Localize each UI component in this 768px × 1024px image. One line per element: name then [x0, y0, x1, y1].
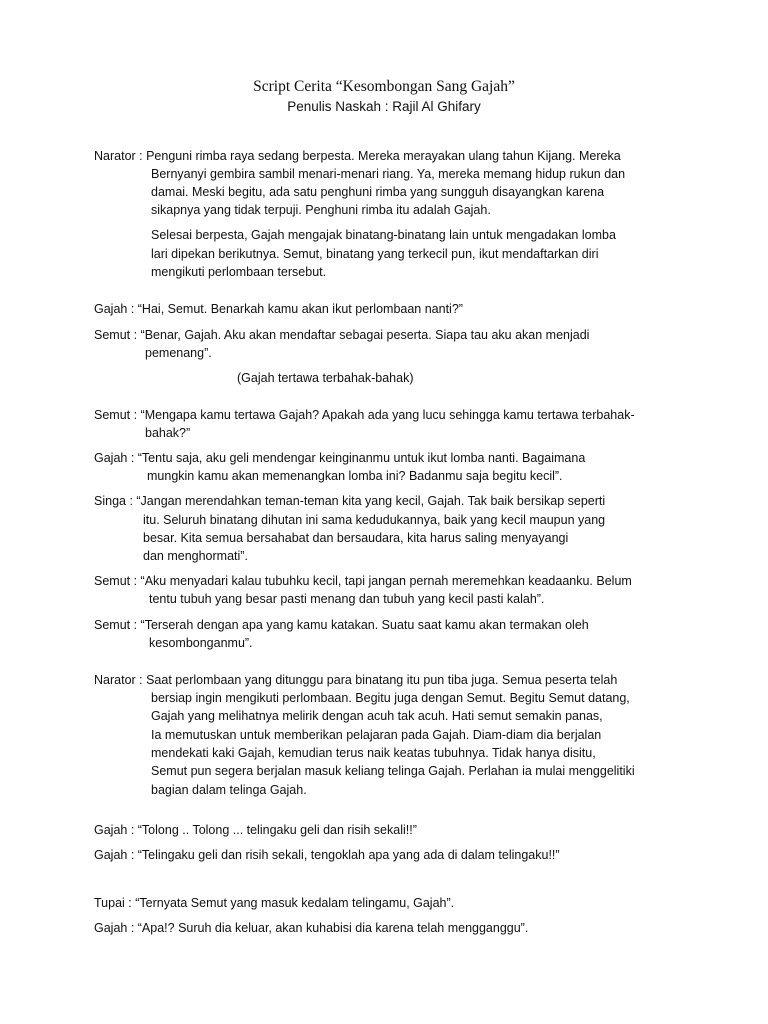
script-line: dan menghormati”. [143, 549, 248, 563]
script-line: Tupai : “Ternyata Semut yang masuk kedalam telingamu, Gajah”. [94, 896, 455, 910]
script-line: itu. Seluruh binatang dihutan ini sama kedudukannya, baik yang kecil maupun yang [143, 513, 606, 527]
script-author: Penulis Naskah : Rajil Al Ghifary [287, 99, 481, 114]
script-line: Narator : Saat perlombaan yang ditunggu para binatang itu pun tiba juga. Semua peserta telah [94, 673, 618, 687]
script-line: Selesai berpesta, Gajah mengajak binatang-binatang lain untuk mengadakan lomba [151, 228, 616, 242]
script-line: bahak?” [145, 426, 191, 440]
script-line: Singa : “Jangan merendahkan teman-teman kita yang kecil, Gajah. Tak baik bersikap seperti [94, 494, 606, 508]
script-line: Gajah yang melihatnya melirik dengan acuh tak acuh. Hati semut semakin panas, [151, 709, 603, 723]
script-line: mendekati kaki Gajah, kemudian terus naik keatas tubuhnya. Tidak hanya disitu, [151, 746, 596, 760]
script-line: Bernyanyi gembira sambil menari-menari riang. Ya, mereka memang hidup rukun dan [151, 167, 626, 181]
script-line: bersiap ingin mengikuti perlombaan. Begitu juga dengan Semut. Begitu Semut datang, [151, 691, 630, 705]
script-title: Script Cerita “Kesombongan Sang Gajah” [253, 78, 515, 95]
script-line: lari dipekan berikutnya. Semut, binatang yang terkecil pun, ikut mendaftarkan diri [151, 247, 599, 261]
script-line: Semut : “Terserah dengan apa yang kamu katakan. Suatu saat kamu akan termakan oleh [94, 618, 589, 632]
script-line: Gajah : “Telingaku geli dan risih sekali, tengoklah apa yang ada di dalam telingaku!!” [94, 848, 560, 862]
script-line: mengikuti perlombaan tersebut. [151, 265, 327, 279]
script-line: Gajah : “Apa!? Suruh dia keluar, akan kuhabisi dia karena telah mengganggu”. [94, 921, 529, 935]
script-line: mungkin kamu akan memenangkan lomba ini? Badanmu saja begitu kecil”. [147, 469, 563, 483]
script-line: Semut : “Mengapa kamu tertawa Gajah? Apakah ada yang lucu sehingga kamu tertawa terbahak- [94, 408, 635, 422]
script-line: Gajah : “Tentu saja, aku geli mendengar keinginanmu untuk ikut lomba nanti. Bagaimana [94, 451, 586, 465]
script-line: Semut : “Aku menyadari kalau tubuhku kecil, tapi jangan pernah meremehkan keadaanku. Belum [94, 574, 632, 588]
script-line: besar. Kita semua bersahabat dan bersaudara, kita harus saling menyayangi [143, 531, 569, 545]
stage-direction: (Gajah tertawa terbahak-bahak) [237, 371, 414, 385]
script-line: bagian dalam telinga Gajah. [151, 783, 307, 797]
script-line: kesombonganmu”. [149, 636, 253, 650]
script-line: Semut pun segera berjalan masuk keliang telinga Gajah. Perlahan ia mulai menggelitiki [151, 764, 635, 778]
script-line: sikapnya yang tidak terpuji. Penghuni rimba itu adalah Gajah. [151, 203, 491, 217]
script-line: tentu tubuh yang besar pasti menang dan tubuh yang kecil pasti kalah”. [149, 592, 545, 606]
script-line: Gajah : “Hai, Semut. Benarkah kamu akan ikut perlombaan nanti?” [94, 302, 463, 316]
script-line: Gajah : “Tolong .. Tolong ... telingaku geli dan risih sekali!!” [94, 823, 417, 837]
script-line: Ia memutuskan untuk memberikan pelajaran pada Gajah. Diam-diam dia berjalan [151, 728, 602, 742]
script-line: pemenang”. [145, 346, 212, 360]
script-line: Semut : “Benar, Gajah. Aku akan mendaftar sebagai peserta. Siapa tau aku akan menjadi [94, 328, 590, 342]
script-line: damai. Meski begitu, ada satu penghuni rimba yang sungguh disayangkan karena [151, 185, 605, 199]
script-line: Narator : Penguni rimba raya sedang berpesta. Mereka merayakan ulang tahun Kijang. Mereka [94, 149, 621, 163]
